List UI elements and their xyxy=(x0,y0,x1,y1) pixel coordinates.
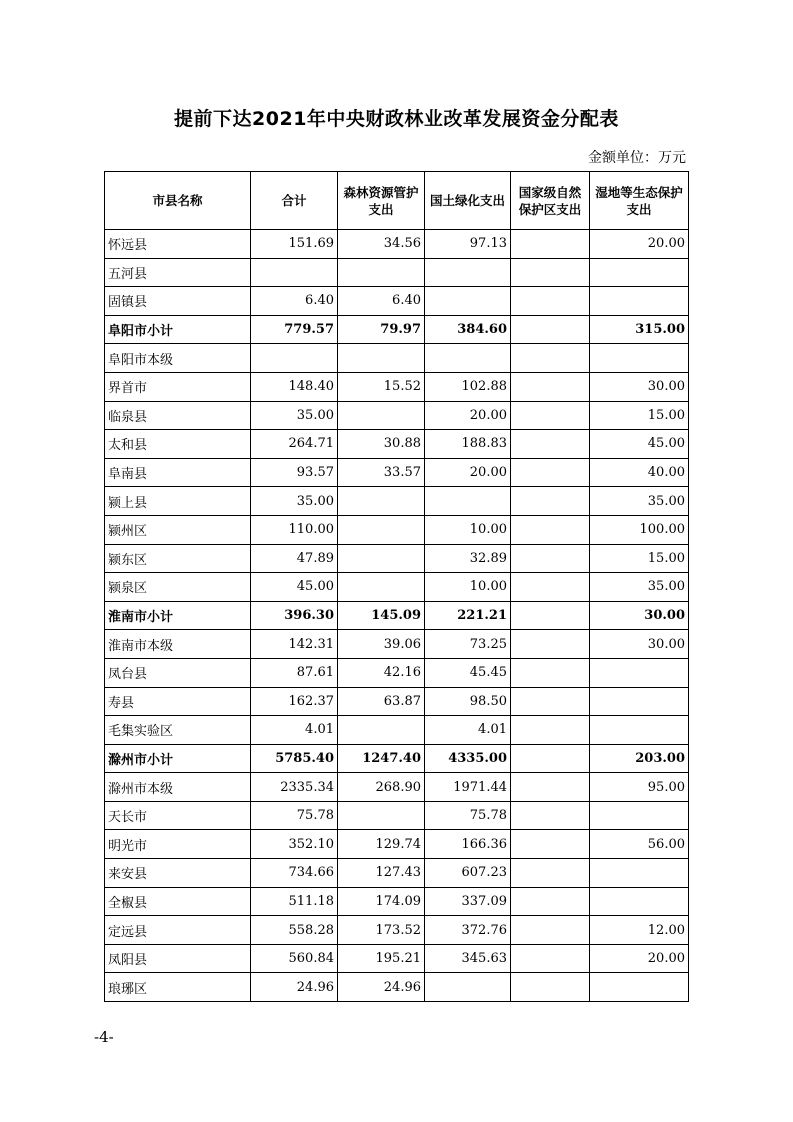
cell-greening: 384.60 xyxy=(425,315,511,344)
cell-forest: 129.74 xyxy=(338,830,425,859)
cell-forest: 1247.40 xyxy=(338,744,425,773)
cell-region-name: 滁州市本级 xyxy=(105,773,251,802)
cell-greening: 607.23 xyxy=(425,859,511,888)
cell-greening xyxy=(425,344,511,373)
cell-wetland: 45.00 xyxy=(590,430,689,459)
cell-reserve xyxy=(511,687,590,716)
cell-greening: 97.13 xyxy=(425,230,511,259)
table-row xyxy=(105,573,689,602)
subtotal-row xyxy=(105,315,689,344)
cell-total xyxy=(251,344,338,373)
cell-wetland xyxy=(590,687,689,716)
cell-region-name: 淮南市小计 xyxy=(105,601,251,630)
cell-total: 45.00 xyxy=(251,573,338,602)
cell-total: 734.66 xyxy=(251,859,338,888)
cell-total: 93.57 xyxy=(251,458,338,487)
table-row xyxy=(105,973,689,1002)
cell-wetland xyxy=(590,801,689,830)
table-row xyxy=(105,801,689,830)
cell-reserve xyxy=(511,716,590,745)
cell-greening: 221.21 xyxy=(425,601,511,630)
table-row xyxy=(105,859,689,888)
cell-reserve xyxy=(511,230,590,259)
cell-wetland: 315.00 xyxy=(590,315,689,344)
table-body xyxy=(105,230,689,1002)
table-row xyxy=(105,658,689,687)
cell-forest xyxy=(338,573,425,602)
cell-wetland: 15.00 xyxy=(590,544,689,573)
cell-reserve xyxy=(511,487,590,516)
cell-total: 779.57 xyxy=(251,315,338,344)
cell-wetland xyxy=(590,287,689,316)
cell-total: 6.40 xyxy=(251,287,338,316)
cell-region-name: 凤台县 xyxy=(105,658,251,687)
cell-reserve xyxy=(511,430,590,459)
table-row xyxy=(105,916,689,945)
cell-reserve xyxy=(511,887,590,916)
cell-greening xyxy=(425,258,511,287)
table-row xyxy=(105,344,689,373)
cell-total: 75.78 xyxy=(251,801,338,830)
header-total: 合计 xyxy=(251,172,338,230)
cell-wetland: 203.00 xyxy=(590,744,689,773)
page-number: -4- xyxy=(94,1028,114,1046)
cell-wetland: 15.00 xyxy=(590,401,689,430)
cell-wetland: 35.00 xyxy=(590,487,689,516)
unit-label: 金额单位：万元 xyxy=(588,150,686,166)
cell-region-name: 颍上县 xyxy=(105,487,251,516)
table-row xyxy=(105,430,689,459)
cell-wetland xyxy=(590,887,689,916)
cell-total: 396.30 xyxy=(251,601,338,630)
cell-forest xyxy=(338,716,425,745)
cell-reserve xyxy=(511,630,590,659)
cell-total: 352.10 xyxy=(251,830,338,859)
cell-greening: 10.00 xyxy=(425,515,511,544)
cell-forest xyxy=(338,344,425,373)
header-land-greening: 国土绿化支出 xyxy=(425,172,511,230)
cell-forest: 34.56 xyxy=(338,230,425,259)
cell-region-name: 来安县 xyxy=(105,859,251,888)
cell-reserve xyxy=(511,372,590,401)
cell-total: 35.00 xyxy=(251,401,338,430)
cell-greening: 337.09 xyxy=(425,887,511,916)
header-nature-reserve: 国家级自然保护区支出 xyxy=(511,172,590,230)
cell-greening: 166.36 xyxy=(425,830,511,859)
cell-region-name: 毛集实验区 xyxy=(105,716,251,745)
cell-greening xyxy=(425,973,511,1002)
cell-wetland xyxy=(590,258,689,287)
cell-forest: 173.52 xyxy=(338,916,425,945)
cell-greening xyxy=(425,287,511,316)
cell-wetland: 35.00 xyxy=(590,573,689,602)
cell-region-name: 颍泉区 xyxy=(105,573,251,602)
cell-region-name: 定远县 xyxy=(105,916,251,945)
cell-total: 151.69 xyxy=(251,230,338,259)
cell-region-name: 太和县 xyxy=(105,430,251,459)
cell-greening: 32.89 xyxy=(425,544,511,573)
cell-forest: 145.09 xyxy=(338,601,425,630)
cell-total: 264.71 xyxy=(251,430,338,459)
cell-forest: 268.90 xyxy=(338,773,425,802)
header-forest-management: 森林资源管护支出 xyxy=(338,172,425,230)
cell-greening: 102.88 xyxy=(425,372,511,401)
cell-forest: 39.06 xyxy=(338,630,425,659)
cell-wetland xyxy=(590,716,689,745)
cell-wetland: 40.00 xyxy=(590,458,689,487)
cell-greening: 345.63 xyxy=(425,944,511,973)
cell-reserve xyxy=(511,601,590,630)
cell-forest xyxy=(338,401,425,430)
cell-wetland: 30.00 xyxy=(590,372,689,401)
cell-greening: 45.45 xyxy=(425,658,511,687)
cell-greening: 10.00 xyxy=(425,573,511,602)
table-row xyxy=(105,515,689,544)
cell-reserve xyxy=(511,916,590,945)
cell-wetland: 30.00 xyxy=(590,630,689,659)
table-row xyxy=(105,401,689,430)
cell-greening: 188.83 xyxy=(425,430,511,459)
cell-region-name: 固镇县 xyxy=(105,287,251,316)
cell-total: 560.84 xyxy=(251,944,338,973)
cell-wetland xyxy=(590,859,689,888)
table-row xyxy=(105,773,689,802)
cell-forest xyxy=(338,258,425,287)
allocation-table xyxy=(104,171,689,1002)
cell-region-name: 淮南市本级 xyxy=(105,630,251,659)
cell-region-name: 五河县 xyxy=(105,258,251,287)
cell-reserve xyxy=(511,944,590,973)
subtotal-row xyxy=(105,601,689,630)
cell-reserve xyxy=(511,573,590,602)
cell-reserve xyxy=(511,315,590,344)
cell-total: 35.00 xyxy=(251,487,338,516)
cell-reserve xyxy=(511,801,590,830)
header-wetland-protection: 湿地等生态保护支出 xyxy=(590,172,689,230)
cell-reserve xyxy=(511,830,590,859)
cell-reserve xyxy=(511,515,590,544)
cell-forest: 30.88 xyxy=(338,430,425,459)
cell-region-name: 界首市 xyxy=(105,372,251,401)
cell-reserve xyxy=(511,544,590,573)
cell-reserve xyxy=(511,458,590,487)
cell-region-name: 阜南县 xyxy=(105,458,251,487)
cell-region-name: 凤阳县 xyxy=(105,944,251,973)
cell-region-name: 阜阳市本级 xyxy=(105,344,251,373)
cell-forest xyxy=(338,801,425,830)
cell-total: 162.37 xyxy=(251,687,338,716)
cell-reserve xyxy=(511,344,590,373)
cell-reserve xyxy=(511,258,590,287)
cell-forest: 63.87 xyxy=(338,687,425,716)
cell-greening: 4.01 xyxy=(425,716,511,745)
cell-region-name: 颍州区 xyxy=(105,515,251,544)
cell-wetland: 30.00 xyxy=(590,601,689,630)
cell-reserve xyxy=(511,401,590,430)
cell-greening: 73.25 xyxy=(425,630,511,659)
cell-reserve xyxy=(511,658,590,687)
cell-total: 4.01 xyxy=(251,716,338,745)
cell-total: 87.61 xyxy=(251,658,338,687)
table-row xyxy=(105,687,689,716)
table-header-row xyxy=(105,172,689,230)
cell-total: 24.96 xyxy=(251,973,338,1002)
cell-reserve xyxy=(511,859,590,888)
header-region-name: 市县名称 xyxy=(105,172,251,230)
cell-wetland: 95.00 xyxy=(590,773,689,802)
cell-forest: 24.96 xyxy=(338,973,425,1002)
cell-total: 511.18 xyxy=(251,887,338,916)
cell-total: 5785.40 xyxy=(251,744,338,773)
cell-reserve xyxy=(511,973,590,1002)
table-row xyxy=(105,944,689,973)
cell-region-name: 明光市 xyxy=(105,830,251,859)
cell-region-name: 天长市 xyxy=(105,801,251,830)
cell-wetland xyxy=(590,344,689,373)
cell-forest xyxy=(338,544,425,573)
table-row xyxy=(105,830,689,859)
cell-forest: 79.97 xyxy=(338,315,425,344)
cell-greening: 98.50 xyxy=(425,687,511,716)
cell-reserve xyxy=(511,744,590,773)
cell-forest: 33.57 xyxy=(338,458,425,487)
cell-greening: 372.76 xyxy=(425,916,511,945)
cell-reserve xyxy=(511,773,590,802)
cell-wetland: 20.00 xyxy=(590,944,689,973)
cell-reserve xyxy=(511,287,590,316)
table-row xyxy=(105,372,689,401)
cell-greening: 1971.44 xyxy=(425,773,511,802)
cell-wetland: 20.00 xyxy=(590,230,689,259)
cell-greening: 4335.00 xyxy=(425,744,511,773)
cell-total: 110.00 xyxy=(251,515,338,544)
cell-forest: 174.09 xyxy=(338,887,425,916)
cell-total xyxy=(251,258,338,287)
cell-wetland xyxy=(590,658,689,687)
cell-greening: 20.00 xyxy=(425,458,511,487)
table-row xyxy=(105,487,689,516)
cell-total: 148.40 xyxy=(251,372,338,401)
cell-region-name: 全椒县 xyxy=(105,887,251,916)
table-row xyxy=(105,630,689,659)
table-row xyxy=(105,544,689,573)
cell-region-name: 滁州市小计 xyxy=(105,744,251,773)
cell-region-name: 怀远县 xyxy=(105,230,251,259)
cell-forest xyxy=(338,487,425,516)
cell-region-name: 颍东区 xyxy=(105,544,251,573)
cell-greening: 20.00 xyxy=(425,401,511,430)
cell-wetland: 12.00 xyxy=(590,916,689,945)
cell-forest: 42.16 xyxy=(338,658,425,687)
cell-region-name: 临泉县 xyxy=(105,401,251,430)
cell-region-name: 琅琊区 xyxy=(105,973,251,1002)
table-row xyxy=(105,458,689,487)
cell-greening: 75.78 xyxy=(425,801,511,830)
cell-greening xyxy=(425,487,511,516)
cell-forest: 127.43 xyxy=(338,859,425,888)
cell-wetland: 56.00 xyxy=(590,830,689,859)
cell-forest xyxy=(338,515,425,544)
table-row xyxy=(105,287,689,316)
cell-wetland: 100.00 xyxy=(590,515,689,544)
cell-region-name: 寿县 xyxy=(105,687,251,716)
table-row xyxy=(105,887,689,916)
cell-total: 558.28 xyxy=(251,916,338,945)
cell-forest: 6.40 xyxy=(338,287,425,316)
table-row xyxy=(105,230,689,259)
table-row xyxy=(105,258,689,287)
cell-forest: 195.21 xyxy=(338,944,425,973)
subtotal-row xyxy=(105,744,689,773)
cell-total: 2335.34 xyxy=(251,773,338,802)
table-row xyxy=(105,716,689,745)
cell-total: 142.31 xyxy=(251,630,338,659)
cell-wetland xyxy=(590,973,689,1002)
cell-forest: 15.52 xyxy=(338,372,425,401)
cell-region-name: 阜阳市小计 xyxy=(105,315,251,344)
cell-total: 47.89 xyxy=(251,544,338,573)
document-title: 提前下达2021年中央财政林业改革发展资金分配表 xyxy=(174,108,619,130)
